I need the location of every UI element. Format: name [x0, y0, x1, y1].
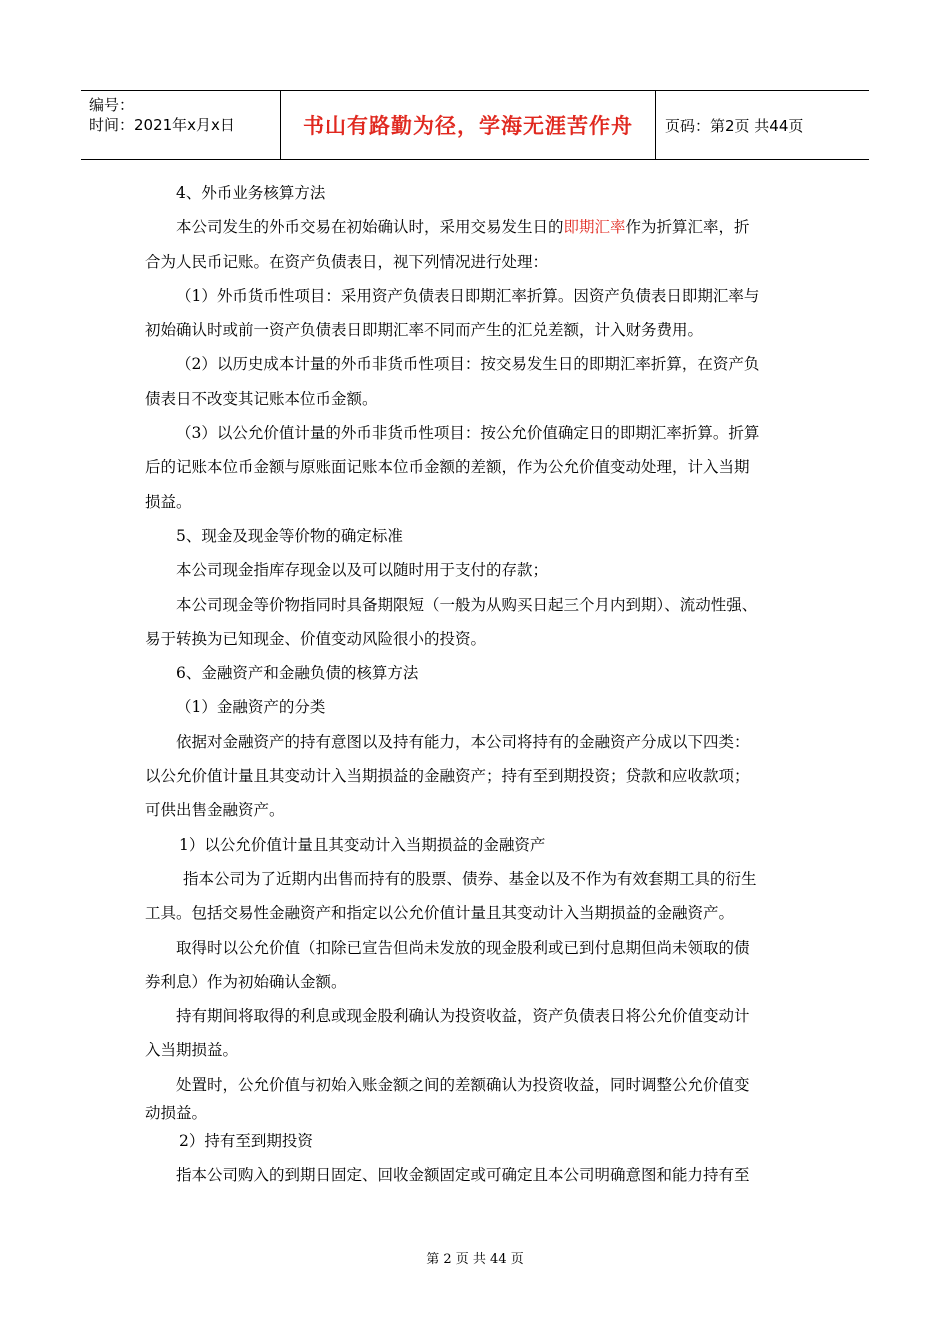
section-heading: 6、金融资产和金融负债的核算方法 [176, 664, 419, 683]
paragraph-line: 入当期损益。 [145, 1041, 239, 1060]
paragraph-line: 后的记账本位币金额与原账面记账本位币金额的差额，作为公允价值变动处理，计入当期 [145, 458, 750, 477]
subsection-heading: 2）持有至到期投资 [179, 1132, 313, 1151]
paragraph-line [145, 210, 810, 244]
subsection-heading: （1）金融资产的分类 [176, 698, 326, 717]
header-motto: 书山有路勤为径，学海无涯苦作舟 [281, 91, 656, 159]
text-span: 作为折算汇率，折 [625, 218, 750, 237]
paragraph-line: 合为人民币记账。在资产负债表日，视下列情况进行处理： [145, 252, 549, 271]
highlighted-term: 即期汇率 [563, 218, 626, 237]
paragraph-line: （3）以公允价值计量的外币非货币性项目：按公允价值确定日的即期汇率折算。折算 [176, 424, 760, 443]
paragraph-line: （2）以历史成本计量的外币非货币性项目：按交易发生日的即期汇率折算，在资产负 [176, 355, 760, 374]
section-heading: 4、外币业务核算方法 [176, 184, 326, 202]
paragraph-line: 债表日不改变其记账本位币金额。 [145, 389, 378, 408]
document-body [145, 176, 810, 1193]
paragraph-line: 工具。包括交易性金融资产和指定以公允价值计量且其变动计入当期损益的金融资产。 [145, 904, 735, 923]
page-header [81, 90, 869, 160]
document-time-label: 时间：2021年x月x日 [89, 116, 235, 134]
header-meta [81, 91, 281, 159]
subsection-heading: 1）以公允价值计量且其变动计入当期损益的金融资产 [179, 835, 546, 854]
text-span: 本公司发生的外币交易在初始确认时，采用交易发生日的 [176, 218, 564, 237]
paragraph-line: 依据对金融资产的持有意图以及持有能力，本公司将持有的金融资产分成以下四类： [176, 732, 750, 751]
paragraph-line: 券利息）作为初始确认金额。 [145, 972, 347, 991]
paragraph-line: 可供出售金融资产。 [145, 801, 285, 820]
paragraph-line: 指本公司购入的到期日固定、回收金额固定或可确定且本公司明确意图和能力持有至 [176, 1166, 750, 1185]
paragraph-line: 取得时以公允价值（扣除已宣告但尚未发放的现金股利或已到付息期但尚未领取的债 [176, 938, 750, 957]
paragraph-line: 动损益。 [145, 1104, 208, 1123]
paragraph-line: 易于转换为已知现金、价值变动风险很小的投资。 [145, 629, 487, 648]
paragraph-line: 本公司现金指库存现金以及可以随时用于支付的存款； [176, 561, 549, 580]
paragraph-line: 持有期间将取得的利息或现金股利确认为投资收益，资产负债表日将公允价值变动计 [176, 1007, 750, 1026]
document-number-label: 编号： [89, 96, 135, 114]
paragraph-line: 以公允价值计量且其变动计入当期损益的金融资产；持有至到期投资；贷款和应收款项； [145, 767, 750, 786]
section-heading: 5、现金及现金等价物的确定标准 [176, 526, 403, 545]
page-footer: 第 2 页 共 44 页 [426, 1252, 524, 1267]
header-page-label: 页码：第2页 共44页 [665, 116, 804, 135]
paragraph-line: （1）外币货币性项目：采用资产负债表日即期汇率折算。因资产负债表日即期汇率与 [176, 286, 760, 305]
paragraph-line: 处置时，公允价值与初始入账金额之间的差额确认为投资收益，同时调整公允价值变 [176, 1075, 750, 1094]
paragraph-line: 本公司现金等价物指同时具备期限短（一般为从购买日起三个月内到期）、流动性强、 [176, 595, 758, 614]
paragraph-line: 损益。 [145, 492, 192, 511]
paragraph-line: 指本公司为了近期内出售而持有的股票、债券、基金以及不作为有效套期工具的衍生 [183, 869, 757, 888]
paragraph-line: 初始确认时或前一资产负债表日即期汇率不同而产生的汇兑差额，计入财务费用。 [145, 321, 704, 340]
